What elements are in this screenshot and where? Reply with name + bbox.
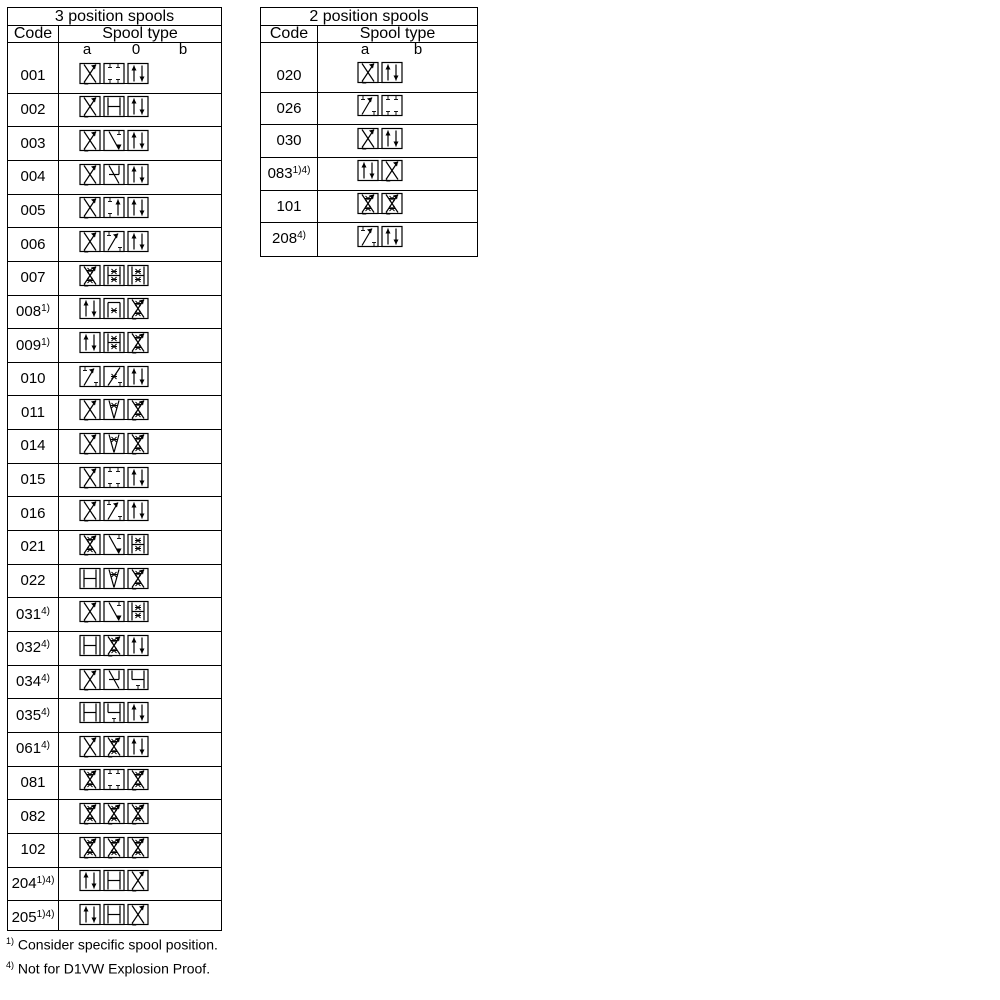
spool-envelope [382, 161, 402, 182]
table-row [8, 564, 221, 599]
spool-envelope [80, 871, 100, 891]
table-row [261, 190, 477, 224]
spool-code: 102 [20, 841, 46, 859]
three-position-spools-table [7, 7, 222, 931]
spool-envelope [104, 635, 124, 656]
spool-envelope [80, 804, 100, 825]
table-row [8, 799, 221, 834]
spool-envelope [358, 194, 378, 215]
table-row [261, 92, 477, 126]
spool-envelope [358, 96, 378, 116]
spool-code: 022 [20, 572, 46, 590]
spool-envelope [128, 97, 148, 117]
footnote-4: $^{4)}$ Not for D1VW Explosion Proof. [6, 960, 211, 977]
spool-envelope [128, 164, 148, 184]
spool-type-symbol [79, 601, 149, 628]
spool-type-symbol [79, 634, 149, 661]
two-position-spools-table [260, 7, 478, 257]
spool-symbol [79, 432, 149, 454]
table-row [261, 124, 477, 158]
spool-code: 082 [20, 807, 46, 825]
footnote-ref: 1)4) [292, 164, 311, 176]
table-row [8, 126, 221, 161]
position-a-label: a [82, 41, 92, 58]
spool-code: 081 [20, 773, 46, 791]
spool-envelope [128, 198, 148, 218]
spool-type-symbol [79, 332, 149, 359]
spool-type-symbol [79, 466, 149, 493]
spool-code: 021 [20, 538, 46, 556]
spool-type-symbol [79, 870, 149, 897]
spool-type-symbol [79, 735, 149, 762]
spool-code: 004 [20, 168, 46, 186]
spool-envelope [80, 837, 100, 858]
table-row [8, 362, 221, 397]
spool-envelope [358, 63, 378, 84]
spool-type-symbol [79, 500, 149, 527]
spool-symbol [79, 365, 149, 387]
spool-envelope [128, 804, 148, 825]
code-header: Code [8, 25, 58, 43]
spool-envelope [80, 333, 100, 353]
spool-symbol [79, 904, 149, 926]
table-row [8, 900, 221, 934]
spool-envelope [128, 333, 148, 354]
spool-envelope [128, 232, 148, 252]
spool-type-symbol [357, 193, 403, 220]
position-b-label: b [178, 41, 188, 58]
spool-envelope [104, 400, 124, 420]
spool-envelope [128, 635, 148, 655]
spool-envelope [104, 534, 124, 554]
spool-envelope [128, 131, 148, 151]
table-row [8, 867, 221, 902]
spool-envelope [104, 770, 124, 790]
spool-envelope [104, 433, 124, 453]
spool-symbol [79, 500, 149, 522]
spool-symbol [79, 399, 149, 421]
spool-code: 031 $^{4)}$ [16, 605, 50, 623]
spool-envelope [128, 501, 148, 521]
spool-envelope [128, 467, 148, 487]
spool-envelope [104, 265, 124, 285]
spool-code: 003 [20, 134, 46, 152]
spool-envelope [128, 736, 148, 756]
spool-code: 101 [276, 197, 302, 215]
table-row [8, 93, 221, 128]
spool-code: 008 $^{1)}$ [16, 302, 50, 320]
spool-code: 001 [20, 67, 46, 85]
spool-envelope [80, 198, 100, 219]
spool-envelope [80, 568, 100, 588]
spool-envelope [104, 164, 124, 184]
table-row [8, 732, 221, 767]
spool-envelope [128, 837, 148, 858]
spool-type-symbol [79, 533, 149, 560]
spool-symbol [79, 702, 149, 724]
footnote-ref: 4) [41, 639, 50, 651]
code-header: Code [261, 25, 317, 43]
spool-symbol [79, 803, 149, 825]
spool-code: 006 [20, 235, 46, 253]
spool-envelope [104, 703, 124, 723]
spool-type-symbol [79, 399, 149, 426]
spool-code: 061 $^{4)}$ [16, 740, 50, 758]
table-row [8, 463, 221, 498]
spool-symbol [79, 62, 149, 84]
spool-envelope [104, 333, 124, 353]
spool-code: 083 $^{1)4)}$ [267, 164, 311, 182]
spool-envelope [80, 366, 100, 386]
spool-envelope [80, 703, 100, 723]
spool-envelope [128, 400, 148, 421]
spool-code: 015 [20, 471, 46, 489]
spool-envelope [80, 164, 100, 185]
table-title: 2 position spools [261, 8, 477, 26]
spool-envelope [382, 63, 402, 83]
spool-envelope [104, 97, 124, 117]
spool-symbol [79, 130, 149, 152]
table-row [8, 597, 221, 632]
spool-symbol [79, 634, 149, 656]
spool-envelope [80, 433, 100, 454]
spool-code: 030 [276, 132, 302, 150]
table-row [8, 328, 221, 363]
spool-code: 204 $^{1)4)}$ [11, 874, 55, 892]
spool-envelope [128, 366, 148, 386]
spool-symbol [357, 62, 403, 84]
spool-code: 208 $^{4)}$ [272, 230, 306, 248]
spool-code: 011 [21, 403, 45, 421]
spool-type-symbol [357, 225, 403, 252]
spool-envelope [104, 232, 124, 252]
spool-type-header: Spool type [318, 25, 477, 43]
table-row [8, 698, 221, 733]
spool-envelope [104, 871, 124, 891]
spool-envelope [104, 736, 124, 757]
spool-envelope [80, 905, 100, 925]
spool-symbol [79, 332, 149, 354]
spool-envelope [128, 433, 148, 454]
footnote-ref: 4) [41, 740, 50, 752]
spool-code: 016 [20, 504, 46, 522]
spool-symbol [79, 197, 149, 219]
spool-envelope [128, 63, 148, 83]
spool-symbol [79, 870, 149, 892]
spool-code: 020 [276, 66, 302, 84]
spool-envelope [80, 467, 100, 488]
spool-type-symbol [79, 567, 149, 594]
footnote-ref: 1)4) [36, 874, 55, 886]
spool-type-symbol [79, 836, 149, 863]
spool-type-symbol [79, 298, 149, 325]
footnote-ref: 1)4) [36, 908, 55, 920]
spool-type-symbol [79, 769, 149, 796]
spool-type-symbol [79, 264, 149, 291]
spool-envelope [80, 265, 100, 286]
spool-envelope [80, 669, 100, 690]
spool-code: 035 $^{4)}$ [16, 706, 50, 724]
spool-envelope [80, 602, 100, 623]
spool-envelope [104, 905, 124, 925]
spool-code: 205 $^{1)4)}$ [11, 908, 55, 926]
spool-envelope [128, 669, 148, 689]
spool-type-symbol [79, 365, 149, 392]
spool-type-symbol [79, 432, 149, 459]
spool-type-symbol [357, 62, 403, 89]
table-row [8, 631, 221, 666]
spool-envelope [128, 568, 148, 589]
spool-envelope [358, 161, 378, 181]
spool-code: 005 [20, 201, 46, 219]
spool-envelope [104, 568, 124, 588]
spool-envelope [382, 128, 402, 148]
table-row [261, 223, 477, 256]
table-row [8, 194, 221, 229]
footnote-ref: 4) [297, 230, 306, 242]
footnote-ref: 4) [41, 706, 50, 718]
spool-type-symbol [357, 160, 403, 187]
spool-envelope [104, 501, 124, 521]
position-a-label: a [360, 41, 370, 58]
spool-type-symbol [79, 668, 149, 695]
spool-code: 014 [20, 437, 46, 455]
table-row [8, 227, 221, 262]
spool-envelope [358, 128, 378, 149]
spool-code: 002 [20, 100, 46, 118]
position-b-label: b [413, 41, 423, 58]
footnote-1: $^{1)}$ Consider specific spool position. [6, 936, 218, 953]
table-row [8, 59, 221, 94]
footnote-ref: 4) [41, 605, 50, 617]
spool-symbol [79, 264, 149, 286]
spool-envelope [104, 131, 124, 151]
table-title: 3 position spools [8, 8, 221, 26]
spool-type-symbol [79, 702, 149, 729]
spool-code: 007 [20, 269, 46, 287]
table-row [8, 396, 221, 431]
spool-symbol [79, 668, 149, 690]
spool-envelope [104, 602, 124, 622]
table-row [8, 496, 221, 531]
spool-envelope [80, 501, 100, 522]
spool-code: 009 $^{1)}$ [16, 336, 50, 354]
spool-envelope [382, 96, 402, 116]
spool-symbol [357, 193, 403, 215]
spool-symbol [79, 466, 149, 488]
table-row [8, 429, 221, 464]
table-row [8, 530, 221, 565]
footnote-ref: 1) [41, 302, 50, 314]
spool-envelope [80, 534, 100, 555]
spool-type-symbol [79, 163, 149, 190]
spool-symbol [79, 836, 149, 858]
table-row [8, 295, 221, 330]
table-row [8, 665, 221, 700]
spool-symbol [79, 96, 149, 118]
spool-code: 034 $^{4)}$ [16, 673, 50, 690]
spool-envelope [104, 366, 124, 386]
spool-envelope [382, 194, 402, 215]
spool-envelope [104, 299, 124, 319]
table-row [8, 833, 221, 868]
table-row [261, 157, 477, 191]
spool-code: 032 $^{4)}$ [16, 639, 50, 657]
spool-symbol [79, 298, 149, 320]
footnote-ref: 1) [41, 336, 50, 348]
table-row [8, 261, 221, 296]
spool-envelope [104, 63, 124, 83]
spool-envelope [80, 400, 100, 421]
spool-envelope [104, 198, 124, 218]
spool-type-symbol [357, 127, 403, 154]
spool-symbol [79, 533, 149, 555]
spool-envelope [128, 602, 148, 622]
spool-symbol [79, 567, 149, 589]
spool-envelope [128, 905, 148, 926]
spool-type-symbol [79, 130, 149, 157]
spool-symbol [79, 601, 149, 623]
spool-symbol [357, 160, 403, 182]
spool-envelope [128, 265, 148, 285]
spool-symbol [357, 225, 403, 247]
table-row [8, 160, 221, 195]
spool-code: 026 [276, 99, 302, 117]
spool-envelope [382, 226, 402, 246]
spool-envelope [104, 669, 124, 689]
spool-envelope [128, 299, 148, 320]
spool-type-symbol [79, 231, 149, 258]
spool-envelope [80, 736, 100, 757]
spool-type-symbol [357, 95, 403, 122]
spool-symbol [357, 127, 403, 149]
footnote-ref: 4) [41, 673, 50, 684]
table-row [261, 59, 477, 93]
spool-envelope [104, 804, 124, 825]
spool-symbol [357, 95, 403, 117]
spool-envelope [80, 131, 100, 152]
spool-symbol [79, 735, 149, 757]
spool-code: 010 [20, 370, 46, 388]
spool-envelope [104, 467, 124, 487]
spool-envelope [128, 770, 148, 791]
table-row [8, 766, 221, 801]
spool-envelope [80, 635, 100, 655]
spool-symbol [79, 163, 149, 185]
spool-envelope [80, 97, 100, 118]
position-0-label: 0 [131, 41, 141, 58]
spool-envelope [128, 871, 148, 892]
spool-envelope [128, 534, 148, 554]
spool-symbol [79, 769, 149, 791]
spool-type-symbol [79, 904, 149, 931]
spool-symbol [79, 231, 149, 253]
spool-type-symbol [79, 803, 149, 830]
spool-envelope [80, 299, 100, 319]
spool-envelope [128, 703, 148, 723]
spool-type-header: Spool type [59, 25, 221, 43]
spool-envelope [358, 226, 378, 246]
spool-type-symbol [79, 96, 149, 123]
spool-envelope [80, 63, 100, 84]
spool-envelope [80, 770, 100, 791]
spool-type-symbol [79, 197, 149, 224]
spool-type-symbol [79, 62, 149, 89]
spool-envelope [80, 232, 100, 253]
spool-envelope [104, 837, 124, 858]
